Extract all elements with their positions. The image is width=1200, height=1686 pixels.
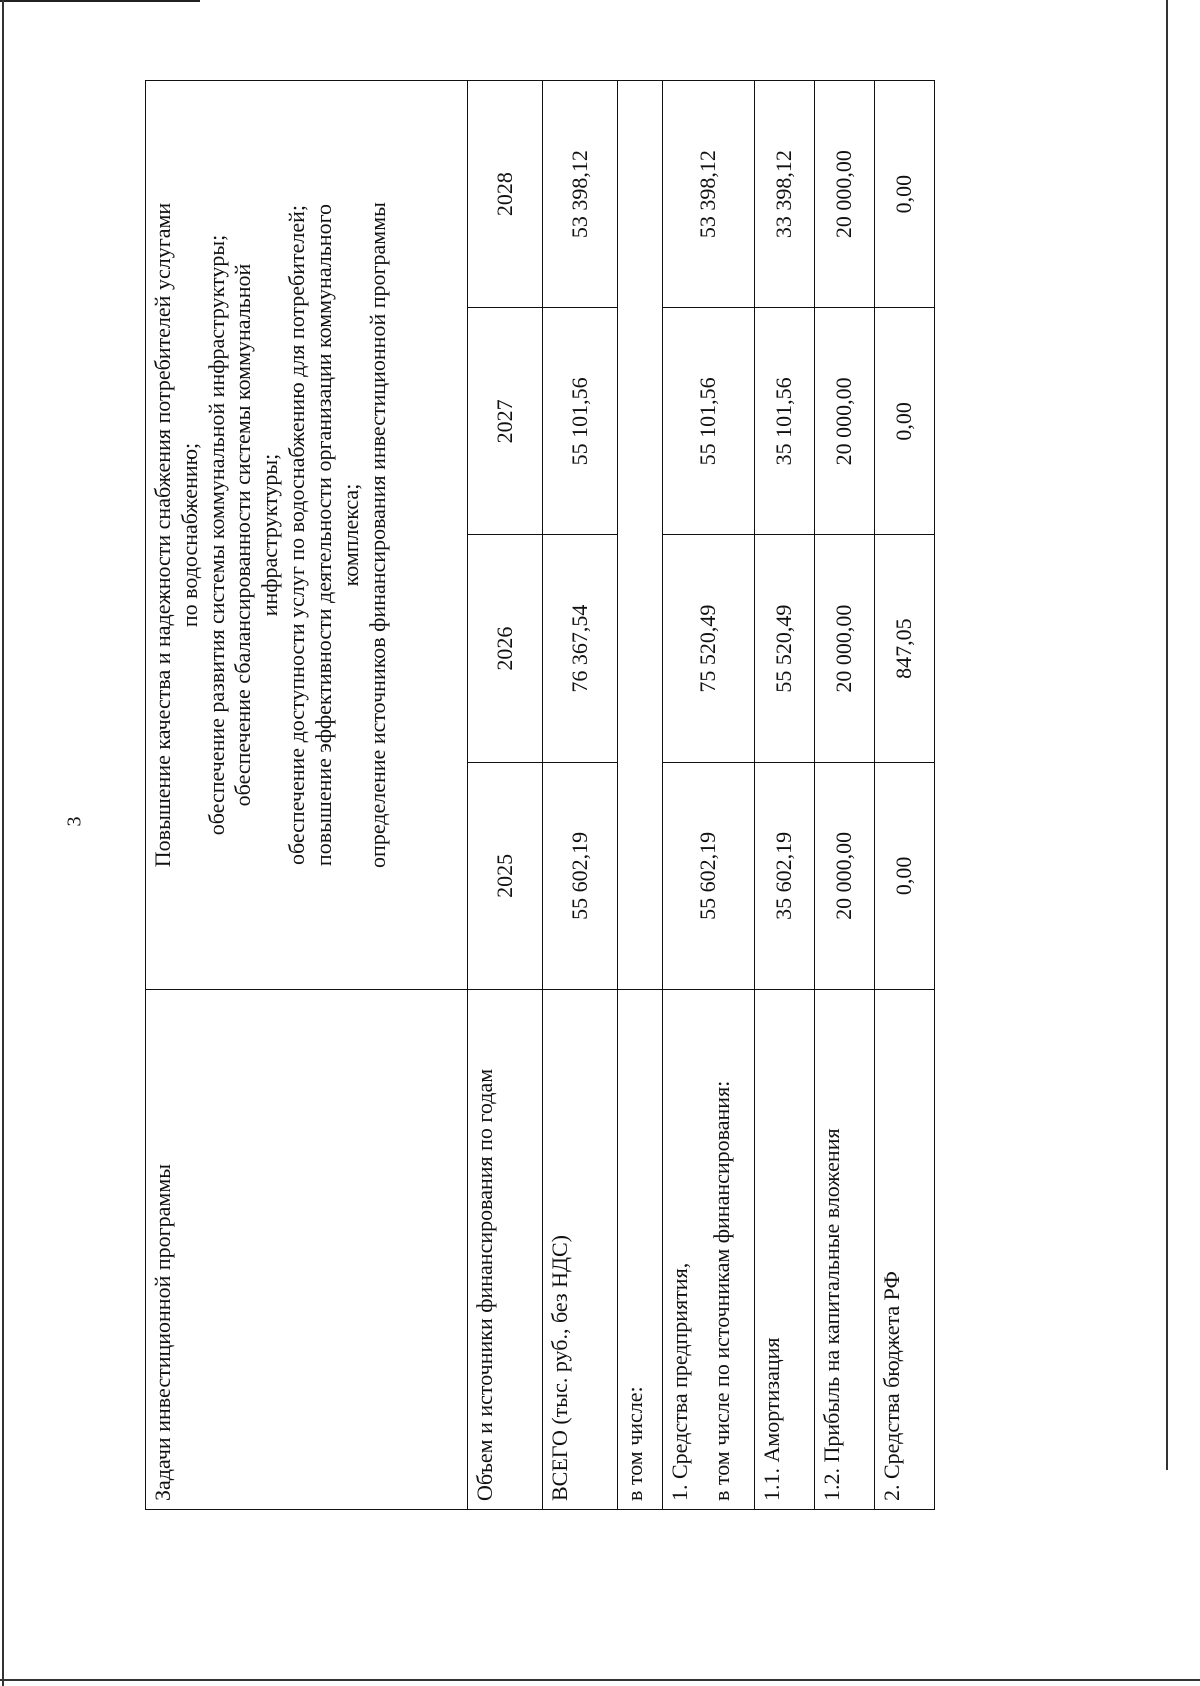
amortization-label: 1.1. Амортизация: [754, 990, 814, 1510]
scan-edge-left: [2, 0, 4, 1686]
total-value: 76 367,54: [542, 535, 617, 762]
task-line: определение источников финансирования инвестиционной программы: [364, 202, 390, 868]
investment-program-table: [145, 80, 935, 1510]
tasks-row: [146, 81, 468, 1510]
tasks-text: [146, 81, 468, 990]
budget-value: 0,00: [874, 81, 934, 308]
total-label: ВСЕГО (тыс. руб., без НДС): [542, 990, 617, 1510]
profit-row: [814, 81, 874, 1510]
task-line: инфраструктуры;: [257, 453, 283, 617]
budget-value: 0,00: [874, 308, 934, 535]
amortization-value: 35 602,19: [754, 762, 814, 989]
including-label: в том числе:: [617, 990, 662, 1510]
including-empty: [617, 81, 662, 990]
profit-value: 20 000,00: [814, 535, 874, 762]
budget-label: 2. Средства бюджета РФ: [874, 990, 934, 1510]
amortization-value: 55 520,49: [754, 535, 814, 762]
including-row: [617, 81, 662, 1510]
enterprise-value: 55 101,56: [662, 308, 754, 535]
profit-value: 20 000,00: [814, 762, 874, 989]
year-2026: 2026: [467, 535, 542, 762]
budget-value: 0,00: [874, 762, 934, 989]
enterprise-value: 75 520,49: [662, 535, 754, 762]
scan-edge-right: [1166, 0, 1168, 1470]
year-2025: 2025: [467, 762, 542, 989]
year-2028: 2028: [467, 81, 542, 308]
task-line: обеспечение сбалансированности системы коммунальной: [230, 263, 256, 807]
scan-edge-top: [0, 0, 200, 2]
enterprise-label: 1. Средства предприятия,: [666, 1262, 692, 1501]
enterprise-sublabel: в том числе по источникам финансирования:: [708, 1080, 734, 1501]
enterprise-value: 55 602,19: [662, 762, 754, 989]
enterprise-label-cell: [662, 990, 754, 1510]
enterprise-row: [662, 81, 754, 1510]
task-line: обеспечение развития системы коммунальной инфраструктуры;: [203, 234, 229, 836]
page-number: 3: [63, 816, 86, 827]
total-row: [542, 81, 617, 1510]
profit-label: 1.2. Прибыль на капитальные вложения: [814, 990, 874, 1510]
year-2027: 2027: [467, 308, 542, 535]
years-row: [467, 81, 542, 1510]
tasks-label: Задачи инвестиционной программы: [146, 990, 468, 1510]
amortization-value: 33 398,12: [754, 81, 814, 308]
budget-value: 847,05: [874, 535, 934, 762]
task-line: Повышение качества и надежности снабжения потребителей услугами: [150, 202, 175, 868]
total-value: 53 398,12: [542, 81, 617, 308]
amortization-value: 35 101,56: [754, 308, 814, 535]
total-value: 55 101,56: [542, 308, 617, 535]
total-value: 55 602,19: [542, 762, 617, 989]
funding-label: Объем и источники финансирования по годам: [467, 990, 542, 1510]
task-line: повышение эффективности деятельности организации коммунального: [310, 203, 336, 867]
scan-edge-bottom: [0, 1679, 1200, 1681]
task-line: по водоснабжению;: [176, 442, 202, 628]
enterprise-value: 53 398,12: [662, 81, 754, 308]
budget-row: [874, 81, 934, 1510]
amortization-row: [754, 81, 814, 1510]
profit-value: 20 000,00: [814, 308, 874, 535]
task-line: обеспечение доступности услуг по водоснабжению для потребителей;: [284, 204, 310, 866]
rotated-document: [145, 80, 935, 1510]
task-line: комплекса;: [337, 483, 363, 587]
profit-value: 20 000,00: [814, 81, 874, 308]
